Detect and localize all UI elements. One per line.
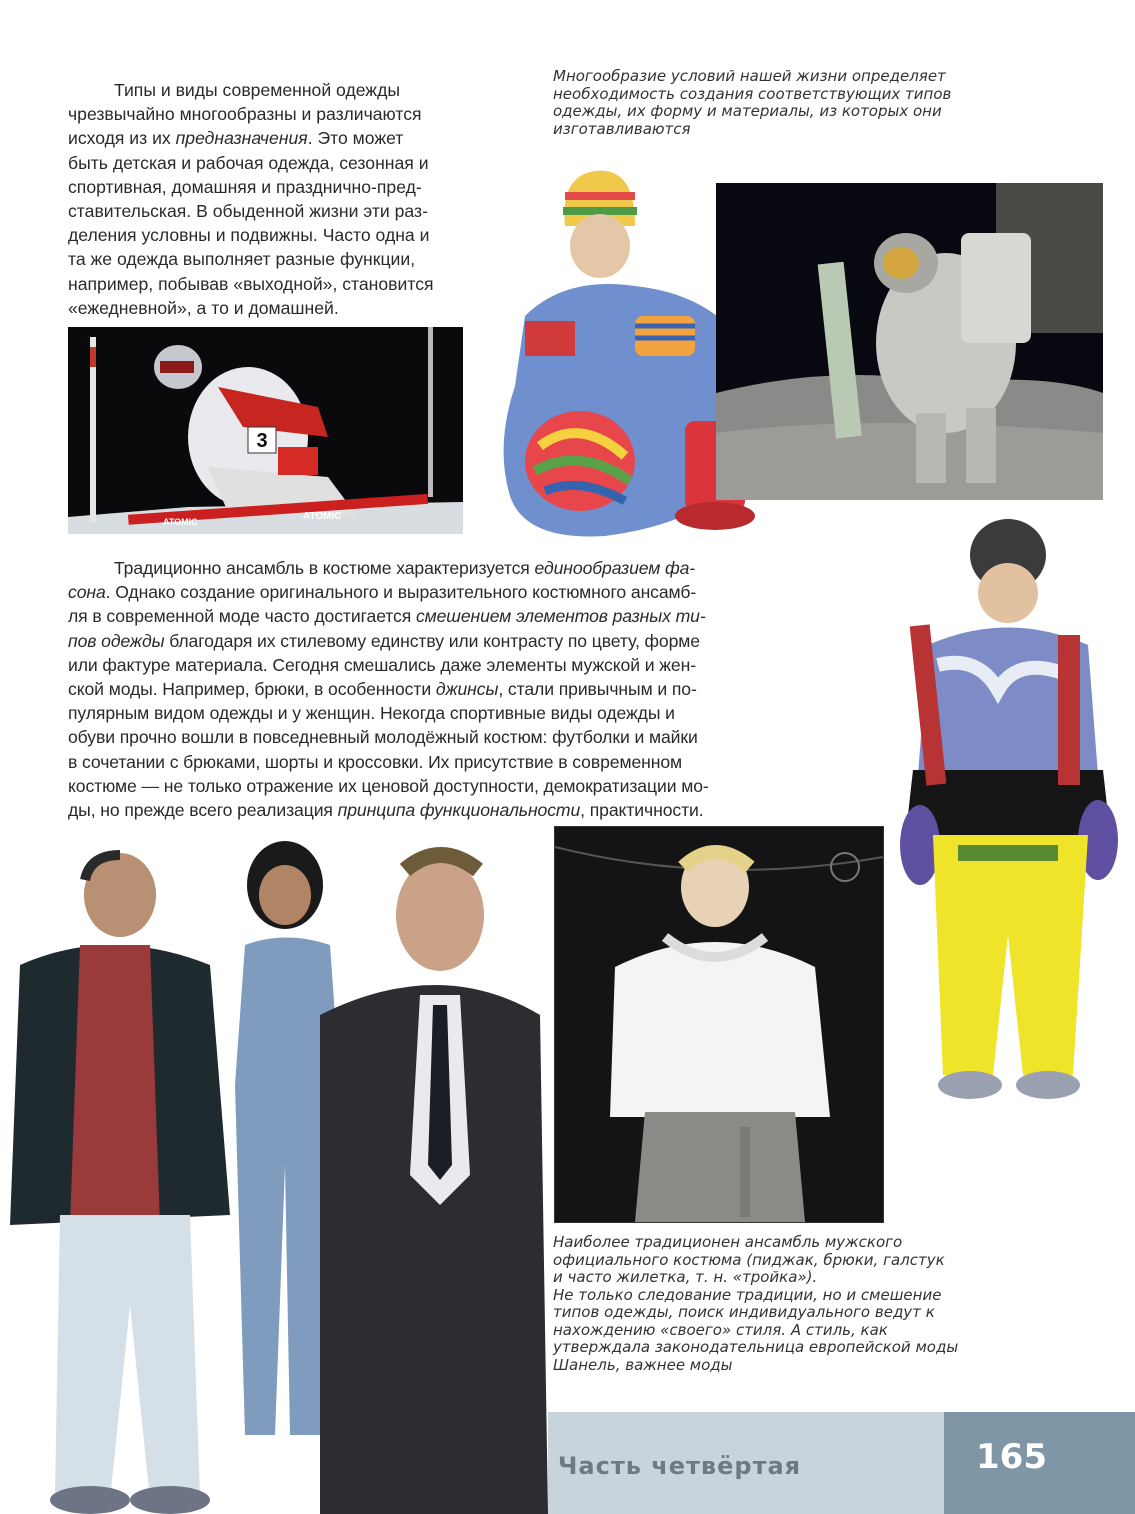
ski-brand-label: ATOMIC — [163, 517, 198, 527]
intro-line: та же одежда выполняет разные функции, — [68, 249, 416, 270]
ski-brand-label: ATOMIC — [303, 511, 342, 522]
ensemble-line: ды, но прежде всего реализация принципа функциональности, практичности. — [68, 800, 704, 821]
bottom-caption — [553, 1234, 1073, 1374]
caption-line: нахождению «своего» стиля. А стиль, как — [553, 1320, 888, 1339]
ensemble-line: или фактуре материала. Сегодня смешались даже элементы мужской и жен- — [68, 654, 696, 675]
caption-line: Многообразие условий нашей жизни определяет — [553, 67, 946, 85]
caption-line: одежды, их форму и материалы, из которых они — [553, 102, 942, 120]
intro-line: Типы и виды современной одежды — [114, 80, 400, 100]
caption-line: Наиболее традиционен ансамбль мужского — [553, 1233, 903, 1251]
caption-line: и часто жилетка, т. н. «тройка»). — [553, 1268, 818, 1286]
runway-photo — [554, 826, 884, 1223]
emphasis-text: принципа функциональности — [337, 800, 581, 821]
intro-line: ставительская. В обыденной жизни эти раз- — [68, 201, 428, 222]
skier-photo — [68, 327, 463, 534]
ensemble-line: в сочетании с брюками, шорты и кроссовки. Их присутствие в современном — [68, 751, 683, 772]
intro-line: исходя из их предназначения. Это может — [68, 128, 404, 149]
caption-line: утверждала законодательница европейской моды — [553, 1338, 959, 1356]
page-number: 165 — [976, 1437, 1047, 1477]
emphasis-text: предназначения — [175, 128, 308, 149]
intro-line: например, побывав «выходной», становится — [68, 273, 434, 294]
skier-bib-number: 3 — [256, 430, 268, 452]
ensemble-line: ля в современной моде часто достигается смешением элементов разных ти- — [68, 606, 706, 627]
ensemble-line: обуви прочно вошли в повседневный молодёжный костюм: футболки и майки — [68, 727, 698, 748]
intro-line: чрезвычайно многообразны и различаются — [68, 104, 422, 125]
intro-line: «ежедневной», а то и домашней. — [68, 297, 339, 318]
caption-line: типов одежды, поиск индивидуального ведут к — [553, 1303, 935, 1321]
caption-line: необходимость создания соответствующих типов — [553, 84, 952, 103]
ensemble-line: ской моды. Например, брюки, в особенности джинсы, стали привычным и по- — [68, 679, 697, 700]
ensemble-line: пов одежды благодаря их стилевому единству или контрасту по цвету, форме — [68, 630, 700, 651]
ensemble-line: сона. Однако создание оригинального и выразительного костюмного ансамб- — [68, 582, 697, 603]
ensemble-line: Традиционно ансамбль в костюме характеризуется единообразием фа- — [114, 558, 696, 578]
ensemble-paragraph — [68, 556, 880, 822]
footer-section-title: Часть четвёртая — [558, 1452, 802, 1480]
intro-line: спортивная, домашняя и празднично-пред- — [68, 176, 422, 197]
intro-paragraph — [68, 78, 506, 320]
caption-line: официального костюма (пиджак, брюки, галстук — [553, 1250, 945, 1269]
emphasis-text: пов одежды — [68, 630, 165, 651]
astronaut-photo — [716, 183, 1103, 500]
caption-line: изготавливаются — [553, 119, 691, 138]
ensemble-line: пулярным видом одежды и у женщин. Некогда спортивные виды одежды и — [68, 703, 675, 724]
top-caption — [553, 68, 1073, 138]
casual-and-suit-group-photo — [0, 835, 548, 1514]
emphasis-text: джинсы — [435, 679, 499, 700]
caption-line: Шанель, важнее моды — [553, 1355, 733, 1374]
ensemble-line: костюме — не только отражение их ценовой доступности, демократизации мо- — [68, 775, 709, 796]
snowboarder-photo — [898, 515, 1120, 1113]
emphasis-text: сона — [68, 582, 106, 603]
intro-line: быть детская и рабочая одежда, сезонная и — [68, 152, 429, 173]
emphasis-text: единообразием фа- — [534, 558, 696, 578]
intro-line: деления условны и подвижны. Часто одна и — [68, 225, 430, 246]
caption-line: Не только следование традиции, но и смешение — [553, 1285, 942, 1304]
emphasis-text: смешением элементов разных ти- — [415, 606, 706, 627]
